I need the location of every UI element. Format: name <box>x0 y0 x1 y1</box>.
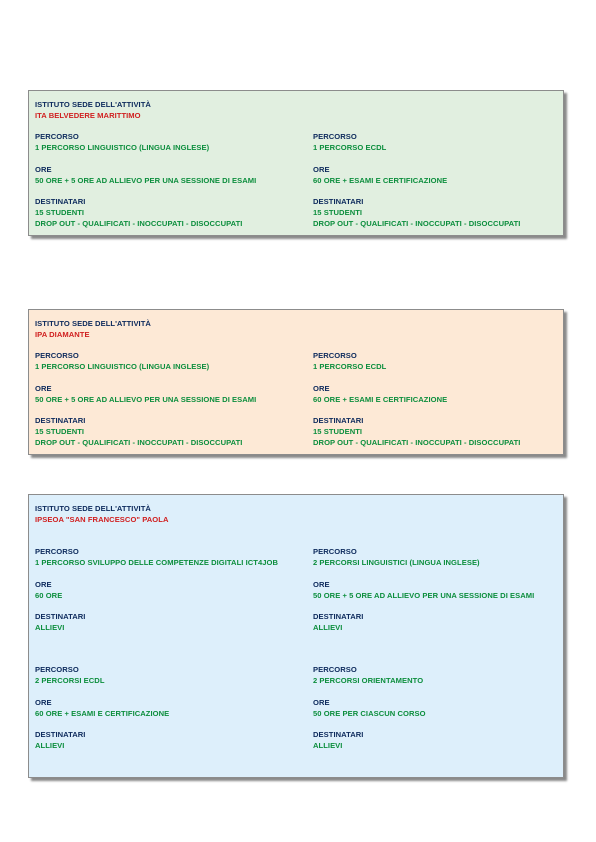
destinatari-label: DESTINATARI <box>35 612 86 621</box>
ore-label: ORE <box>35 698 52 707</box>
destinatari-categories: DROP OUT - QUALIFICATI - INOCCUPATI - DISOCCUPATI <box>313 219 521 228</box>
destinatari-count: 15 STUDENTI <box>35 208 85 217</box>
percorso-value: 1 PERCORSO SVILUPPO DELLE COMPETENZE DIGITALI ICT4JOB <box>35 558 279 567</box>
percorso-value: 1 PERCORSO LINGUISTICO (LINGUA INGLESE) <box>35 362 210 371</box>
percorso-value: 2 PERCORSI LINGUISTICI (LINGUA INGLESE) <box>313 558 480 567</box>
percorso-label: PERCORSO <box>313 547 357 556</box>
card-heading: ISTITUTO SEDE DELL'ATTIVITÀ <box>35 100 151 109</box>
percorso-label: PERCORSO <box>35 351 79 360</box>
destinatari-label: DESTINATARI <box>35 197 86 206</box>
destinatari-label: DESTINATARI <box>35 416 86 425</box>
card-heading: ISTITUTO SEDE DELL'ATTIVITÀ <box>35 319 151 328</box>
destinatari-label: DESTINATARI <box>313 612 364 621</box>
ore-value: 50 ORE + 5 ORE AD ALLIEVO PER UNA SESSIONE DI ESAMI <box>35 395 257 404</box>
ore-label: ORE <box>313 165 330 174</box>
destinatari-value: ALLIEVI <box>313 741 343 750</box>
percorso-label: PERCORSO <box>35 665 79 674</box>
percorso-value: 1 PERCORSO ECDL <box>313 143 387 152</box>
destinatari-label: DESTINATARI <box>313 730 364 739</box>
percorso-label: PERCORSO <box>313 132 357 141</box>
destinatari-label: DESTINATARI <box>313 197 364 206</box>
ore-value: 60 ORE <box>35 591 63 600</box>
ore-value: 60 ORE + ESAMI E CERTIFICAZIONE <box>35 709 170 718</box>
percorso-label: PERCORSO <box>313 351 357 360</box>
destinatari-label: DESTINATARI <box>313 416 364 425</box>
destinatari-categories: DROP OUT - QUALIFICATI - INOCCUPATI - DISOCCUPATI <box>313 438 521 447</box>
destinatari-categories: DROP OUT - QUALIFICATI - INOCCUPATI - DISOCCUPATI <box>35 438 243 447</box>
destinatari-value: ALLIEVI <box>35 623 65 632</box>
ore-label: ORE <box>35 580 52 589</box>
school-name: IPSEOA "SAN FRANCESCO" PAOLA <box>35 515 169 524</box>
destinatari-value: ALLIEVI <box>313 623 343 632</box>
destinatari-count: 15 STUDENTI <box>35 427 85 436</box>
ore-value: 60 ORE + ESAMI E CERTIFICAZIONE <box>313 176 448 185</box>
school-name: IPA DIAMANTE <box>35 330 90 339</box>
activity-card-ipa-diamante <box>28 309 564 455</box>
activity-card-ipseoa-paola <box>28 494 564 778</box>
destinatari-count: 15 STUDENTI <box>313 208 363 217</box>
destinatari-categories: DROP OUT - QUALIFICATI - INOCCUPATI - DISOCCUPATI <box>35 219 243 228</box>
ore-label: ORE <box>313 580 330 589</box>
ore-value: 60 ORE + ESAMI E CERTIFICAZIONE <box>313 395 448 404</box>
ore-label: ORE <box>313 384 330 393</box>
percorso-label: PERCORSO <box>35 132 79 141</box>
card-heading: ISTITUTO SEDE DELL'ATTIVITÀ <box>35 504 151 513</box>
percorso-label: PERCORSO <box>313 665 357 674</box>
percorso-label: PERCORSO <box>35 547 79 556</box>
ore-label: ORE <box>35 165 52 174</box>
ore-value: 50 ORE + 5 ORE AD ALLIEVO PER UNA SESSIONE DI ESAMI <box>35 176 257 185</box>
percorso-value: 1 PERCORSO ECDL <box>313 362 387 371</box>
destinatari-label: DESTINATARI <box>35 730 86 739</box>
destinatari-value: ALLIEVI <box>35 741 65 750</box>
ore-value: 50 ORE PER CIASCUN CORSO <box>313 709 426 718</box>
ore-value: 50 ORE + 5 ORE AD ALLIEVO PER UNA SESSIONE DI ESAMI <box>313 591 535 600</box>
ore-label: ORE <box>313 698 330 707</box>
ore-label: ORE <box>35 384 52 393</box>
destinatari-count: 15 STUDENTI <box>313 427 363 436</box>
percorso-value: 1 PERCORSO LINGUISTICO (LINGUA INGLESE) <box>35 143 210 152</box>
school-name: ITA BELVEDERE MARITTIMO <box>35 111 141 120</box>
percorso-value: 2 PERCORSI ORIENTAMENTO <box>313 676 424 685</box>
percorso-value: 2 PERCORSI ECDL <box>35 676 105 685</box>
